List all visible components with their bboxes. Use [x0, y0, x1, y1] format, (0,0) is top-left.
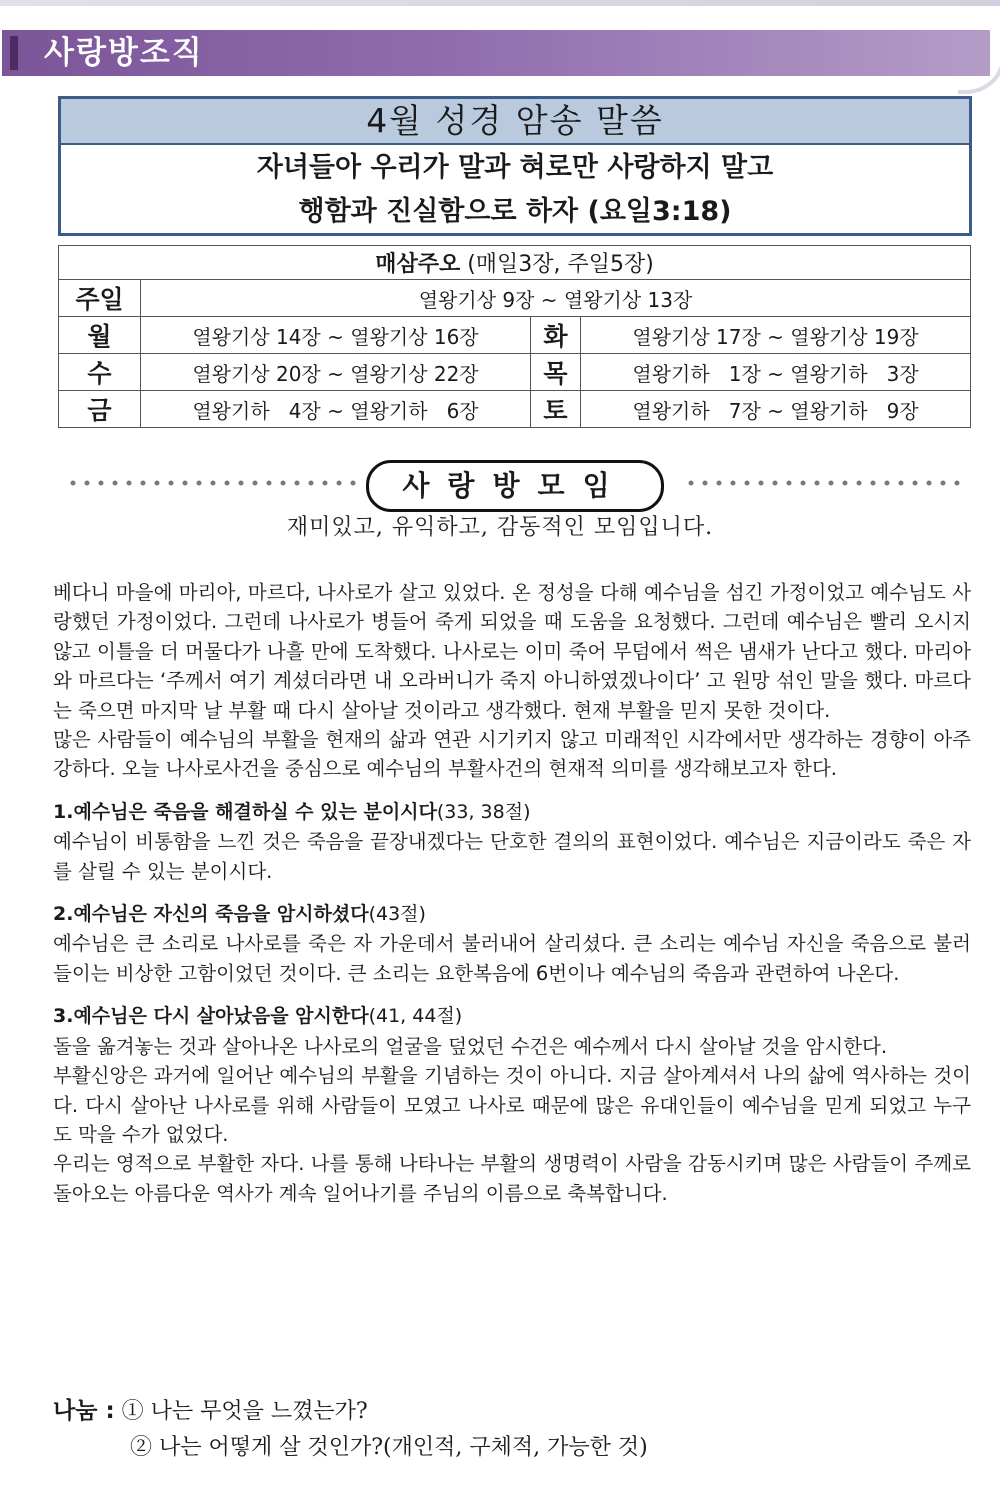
- reading-range: 열왕기상 9장 ~ 열왕기상 13장: [141, 280, 971, 317]
- memory-verse-line: 행함과 진실함으로 하자 (요일3:18): [298, 196, 732, 227]
- day-label: 토: [531, 391, 581, 428]
- memory-verse-box: [58, 96, 972, 236]
- point-heading: [53, 798, 971, 827]
- section-title: 사랑방조직: [44, 35, 204, 71]
- reading-range: 열왕기하 7장 ~ 열왕기하 9장: [581, 391, 971, 428]
- meeting-subtitle: 재미있고, 유익하고, 감동적인 모임입니다.: [286, 515, 714, 540]
- paragraph: 부활신앙은 과거에 일어난 예수님의 부활을 기념하는 것이 아니다. 지금 살아계셔서 나의 삶에 역사하는 것이다. 다시 살아난 나사로를 위해 사람들이 모였고 나사로 때문에 많은 유대인들이 예수님을 믿게 되었고 누구도 막을 수가 없었다.: [53, 1064, 971, 1146]
- dotted-divider-right: [684, 479, 962, 487]
- banner-accent: [10, 36, 18, 70]
- paragraph: 우리는 영적으로 부활한 자다. 나를 통해 나타나는 부활의 생명력이 사람을 감동시키며 많은 사람들이 주께로 돌아오는 아름다운 역사가 계속 일어나기를 주님의 이름으로 축복합니다.: [53, 1152, 971, 1205]
- point-reference: (33, 38절): [436, 800, 531, 823]
- reading-range: 열왕기상 17장 ~ 열왕기상 19장: [581, 317, 971, 354]
- dotted-divider-left: [66, 479, 360, 487]
- reading-range: 열왕기하 1장 ~ 열왕기하 3장: [581, 354, 971, 391]
- table-row: [59, 354, 971, 391]
- reading-range: 열왕기상 14장 ~ 열왕기상 16장: [141, 317, 531, 354]
- point-title: 3.예수님은 다시 살아났음을 암시한다: [53, 1005, 369, 1028]
- reading-plan-table: [58, 245, 971, 428]
- memory-verse-line: 자녀들아 우리가 말과 혀로만 사랑하지 말고: [256, 152, 774, 183]
- top-border: [0, 0, 1000, 6]
- memory-verse-text: [61, 145, 969, 234]
- paragraph: 예수님은 큰 소리로 나사로를 죽은 자 가운데서 불러내어 살리셨다. 큰 소리는 예수님 자신을 죽음으로 불러들이는 비상한 고함이었던 것이다. 큰 소리는 요한복음에 6번이나 예수님의 죽음과 관련하여 나온다.: [53, 932, 971, 985]
- table-row: [59, 391, 971, 428]
- day-label: 수: [59, 354, 141, 391]
- point-title: 2.예수님은 자신의 죽음을 암시하셨다: [53, 903, 369, 926]
- reading-plan-title-bold: 매삼주오: [375, 252, 461, 277]
- point-heading: [53, 1002, 971, 1031]
- day-label: 월: [59, 317, 141, 354]
- paragraph: 베다니 마을에 마리아, 마르다, 나사로가 살고 있었다. 온 정성을 다해 예수님을 섬긴 가정이었고 예수님도 사랑했던 가정이었다. 그런데 나사로가 병들어 죽게 되었을 때 도움을 요청했다. 그런데 예수님은 빨리 오시지 않고 이틀을 더 머물다가 나흘 만에 도착했다. 나사로는 이미 죽어 무덤에서 썩은 냄새가 난다고 했다. 마리아와 마르다는 ‘주께서 여기 계셨더라면 내 오라버니가 죽지 아니하였겠나이다’ 고 원망 섞인 말을 했다. 마르다는 죽으면 마지막 날 부활 때 다시 살아날 것이라고 생각했다. 현재 부활을 믿지 못한 것이다.: [53, 581, 971, 722]
- point-title: 1.예수님은 죽음을 해결하실 수 있는 분이시다: [53, 800, 437, 823]
- paragraph: 예수님이 비통함을 느낀 것은 죽음을 끝장내겠다는 단호한 결의의 표현이었다. 예수님은 지금이라도 죽은 자를 살릴 수 있는 분이시다.: [53, 830, 971, 883]
- sharing-label: 나눔 :: [53, 1398, 115, 1424]
- reading-range: 열왕기하 4장 ~ 열왕기하 6장: [141, 391, 531, 428]
- sharing-question: ② 나는 어떻게 살 것인가?(개인적, 구체적, 가능한 것): [130, 1435, 648, 1460]
- sermon-body: [53, 578, 971, 1208]
- table-row: [59, 317, 971, 354]
- sharing-questions: [53, 1393, 971, 1466]
- section-banner: [2, 30, 990, 76]
- reading-plan-title-note: (매일3장, 주일5장): [460, 252, 654, 277]
- day-label: 주일: [59, 280, 141, 317]
- reading-plan-title: [59, 246, 971, 280]
- reading-range: 열왕기상 20장 ~ 열왕기상 22장: [141, 354, 531, 391]
- memory-verse-heading: 4월 성경 암송 말씀: [61, 99, 969, 145]
- point-heading: [53, 900, 971, 929]
- table-row: [59, 246, 971, 280]
- day-label: 금: [59, 391, 141, 428]
- table-row: [59, 280, 971, 317]
- paragraph: 돌을 옮겨놓는 것과 살아나온 나사로의 얼굴을 덮었던 수건은 예수께서 다시 살아날 것을 암시한다.: [53, 1034, 888, 1058]
- day-label: 화: [531, 317, 581, 354]
- point-reference: (41, 44절): [368, 1005, 463, 1028]
- point-reference: (43절): [368, 903, 426, 926]
- meeting-title: 사랑방모임: [366, 460, 664, 512]
- day-label: 목: [531, 354, 581, 391]
- sharing-question: ① 나는 무엇을 느꼈는가?: [121, 1399, 368, 1424]
- paragraph: 많은 사람들이 예수님의 부활을 현재의 삶과 연관 시기키지 않고 미래적인 시각에서만 생각하는 경향이 아주 강하다. 오늘 나사로사건을 중심으로 예수님의 부활사건의 현재적 의미를 생각해보고자 한다.: [53, 728, 971, 781]
- sharing-line: [53, 1393, 971, 1430]
